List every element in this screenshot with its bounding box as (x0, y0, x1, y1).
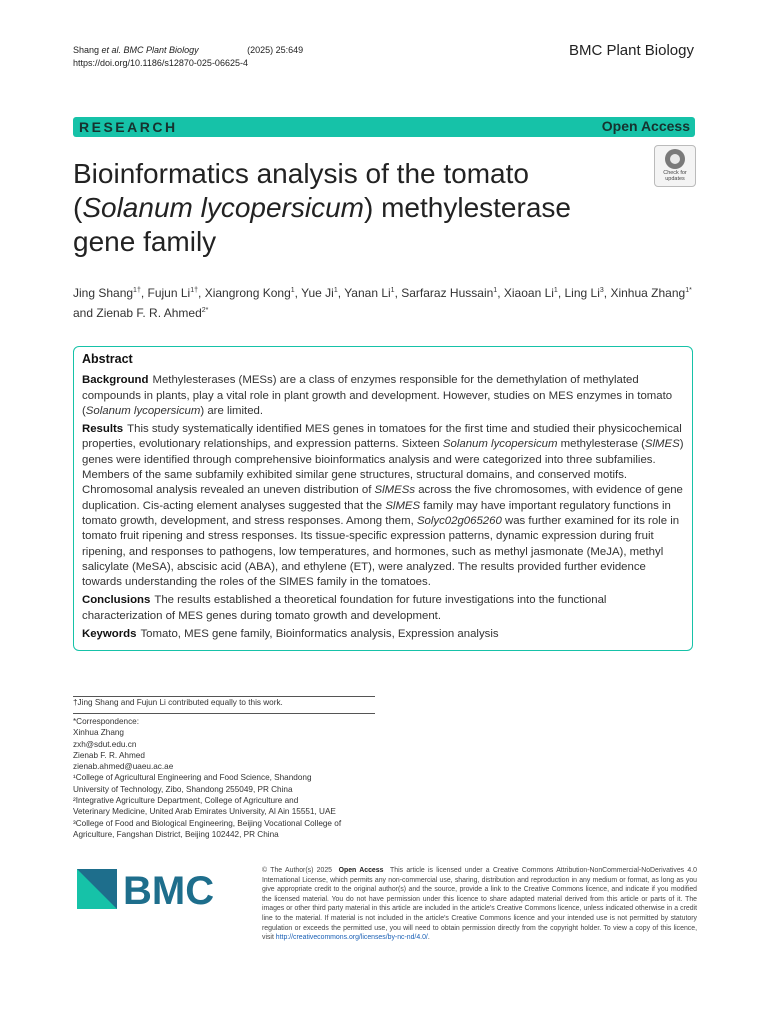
author-affiliation: 1† (133, 287, 141, 294)
check-updates-label: Check for updates (663, 170, 687, 182)
check-for-updates-button[interactable] (654, 145, 696, 187)
results-italic-3: SlMESs (374, 484, 416, 497)
author-affiliation: 1 (290, 287, 295, 294)
results-text-b: methylesterase ( (557, 438, 645, 451)
results-italic-5: Solyc02g065260 (416, 514, 502, 527)
author-name: Zienab F. R. Ahmed (96, 306, 202, 320)
conclusions-text: The results established a theoretical foundation for future investigations into the functional characterization of MES genes during tomato growth and development. (82, 594, 607, 622)
footnote-divider (73, 713, 375, 714)
footnote-divider-top (73, 696, 375, 697)
results-label: Results (82, 423, 124, 436)
author-name: Jing Shang (73, 286, 134, 300)
correspondence-line: Zienab F. R. Ahmed (73, 750, 145, 760)
title-part1: Bioinformatics analysis of the tomato ( (73, 158, 529, 223)
correspondence-line: ²Integrative Agriculture Department, College of Agriculture and (73, 796, 299, 806)
author-affiliation: 1† (190, 287, 199, 294)
abstract-background (82, 373, 684, 419)
equal-contribution-note: †Jing Shang and Fujun Li contributed equally to this work. (73, 698, 283, 707)
author-name: Sarfaraz Hussain (401, 286, 494, 300)
author-name: Xiaoan Li (503, 286, 554, 300)
abstract-results (82, 422, 684, 590)
license-text (262, 866, 697, 943)
doi-link[interactable]: https://doi.org/10.1186/s12870-025-06625-4 (73, 58, 248, 68)
author-name: Xiangrong Kong (204, 286, 291, 300)
author-name: Xinhua Zhang (610, 286, 686, 300)
bmc-logo (77, 869, 217, 909)
author-name: Yanan Li (344, 286, 391, 300)
update-icon (665, 149, 685, 169)
author-list: Jing Shang$^{1\dagger}$, Fujun $Li^{1\dagger}$, Xiangrong Kong$^1$, Yue Ji$^1$, Yanan Li$^1$, Sarfaraz Hussain$^1$, Xiaoan Li$^1$, Ling Li$^3$, Xinhua Zhang$^{1*}$ and Zienab F. R. Ahmed$^{2*}$ (73, 286, 692, 320)
bmc-logo-text: BMC (123, 869, 215, 909)
author-name: Ling Li (564, 286, 600, 300)
author-affiliation: 2* (201, 307, 209, 314)
keywords-text: Tomato, MES gene family, Bioinformatics analysis, Expression analysis (140, 628, 499, 641)
author-affiliation: 1 (553, 287, 558, 294)
results-italic-1: Solanum lycopersicum (442, 438, 558, 451)
abstract-keywords (82, 627, 684, 642)
conclusions-label: Conclusions (82, 594, 151, 607)
journal-name: BMC Plant Biology (568, 42, 694, 59)
citation-authors: Shang (73, 45, 102, 55)
background-label: Background (82, 374, 149, 387)
author-affiliation: 1 (390, 287, 395, 294)
author-affiliation: 1 (493, 287, 498, 294)
background-text-a: Methylesterases (MESs) are a class of enzymes responsible for the demethylation of methylated compounds in plants, play a vital role in plant growth and development. However, studies on MES enzymes in tomato ( (82, 374, 673, 417)
citation-journal: et al. BMC Plant Biology (101, 45, 199, 55)
correspondence-line: Xinhua Zhang (73, 728, 124, 738)
results-italic-2: SlMES (644, 438, 680, 451)
abstract-box (73, 346, 693, 651)
correspondence-line: University of Technology, Zibo, Shandong 255049, PR China (73, 784, 293, 794)
results-text-c: ) genes were identified through comprehensive bioinformatics analysis and were categorized into three subfamilies. Members of the same subfamily exhibited similar gene structures, structural domains, and conserved motifs. Chromosomal analysis revealed an uneven distribution of (82, 438, 684, 497)
background-text-b: ) are limited. (200, 404, 264, 417)
correspondence-line: zxh@sdut.edu.cn (73, 739, 137, 749)
results-text-f: was further examined for its role in tomato fruit ripening and stress responses. Its tissue-specific expression patterns, dynamic expression during fruit ripening, and responses to pathogens, low temperatures, and hormones, such as methyl jasmonate (MeJA), methyl salicylate (MeSA), abscisic acid (ABA), and ethylene (ET), were analyzed. The results provided further evidence towards understanding the roles of the SlMES family in the tomatoes. (82, 514, 680, 589)
article-type-banner (73, 117, 695, 137)
license-open-access: Open Access (338, 867, 384, 874)
correspondence-line: zienab.ahmed@uaeu.ac.ae (73, 762, 174, 772)
results-text-d: across the five chromosomes, with evidence of gene duplication. Cis-acting element analyses suggested that the (82, 484, 683, 512)
copyright: © The Author(s) 2025 (262, 867, 333, 874)
title-species: Solanum lycopersicum (82, 192, 364, 223)
citation-header (73, 44, 303, 70)
results-italic-4: SlMES (385, 499, 421, 512)
license-link[interactable]: http://creativecommons.org/licenses/by-nc-nd/4.0/ (275, 934, 428, 942)
title-part2: ) methylesterase gene family (73, 192, 571, 257)
author-affiliation: 3 (599, 287, 604, 294)
keywords-label: Keywords (82, 628, 137, 641)
correspondence-line: *Correspondence: (73, 717, 139, 726)
correspondence-line: ³College of Food and Biological Engineering, Beijing Vocational College of (73, 818, 342, 828)
abstract-heading: Abstract (82, 352, 133, 366)
citation-year: (2025) 25:649 (247, 45, 304, 55)
results-text-a: This study systematically identified MES genes in tomatoes for the first time and studied their physicochemical properties, evolutionary relationships, and expression patterns. Sixteen (82, 423, 682, 451)
author-affiliation: 1 (333, 287, 338, 294)
correspondence-block (73, 716, 373, 840)
author-affiliation: 1* (685, 287, 692, 294)
correspondence-line: ¹College of Agricultural Engineering and Food Science, Shandong (73, 773, 312, 783)
author-name: Fujun Li (147, 286, 191, 300)
correspondence-line: Veterinary Medicine, United Arab Emirates University, Al Ain 15551, UAE (73, 807, 336, 817)
license-body: This article is licensed under a Creative Commons Attribution-NonCommercial-NoDerivatives 4.0 International License, which permits any non-commercial use, sharing, distribution and reproduction in any medium or format, as long as you give appropriate credit to the original author(s) and the source, provide a link to the Creative Commons licence, and indicate if you modified the licensed material. You do not have permission under this licence to share adapted material derived from this article or parts of it. The images or other third party material in this article are included in the article's Creative Commons licence, unless indicated otherwise in a credit line to the material. If material is not included in the article's Creative Commons licence and your intended use is not permitted by statutory regulation or exceeds the permitted use, you will need to obtain permission directly from the copyright holder. To view a copy of this licence, visit (262, 867, 697, 942)
article-title (73, 157, 633, 259)
results-text-e: family may have important regulatory functions in tomato growth, development, and stress responses. Among them, (82, 499, 671, 527)
license-end: . (427, 934, 430, 942)
correspondence-line: Agriculture, Fangshan District, Beijing 102442, PR China (73, 829, 279, 839)
author-name: Yue Ji (301, 286, 334, 300)
abstract-conclusions (82, 593, 684, 624)
section-label: RESEARCH (79, 119, 178, 135)
open-access-label: Open Access (601, 118, 690, 134)
background-species: Solanum lycopersicum (85, 404, 201, 417)
